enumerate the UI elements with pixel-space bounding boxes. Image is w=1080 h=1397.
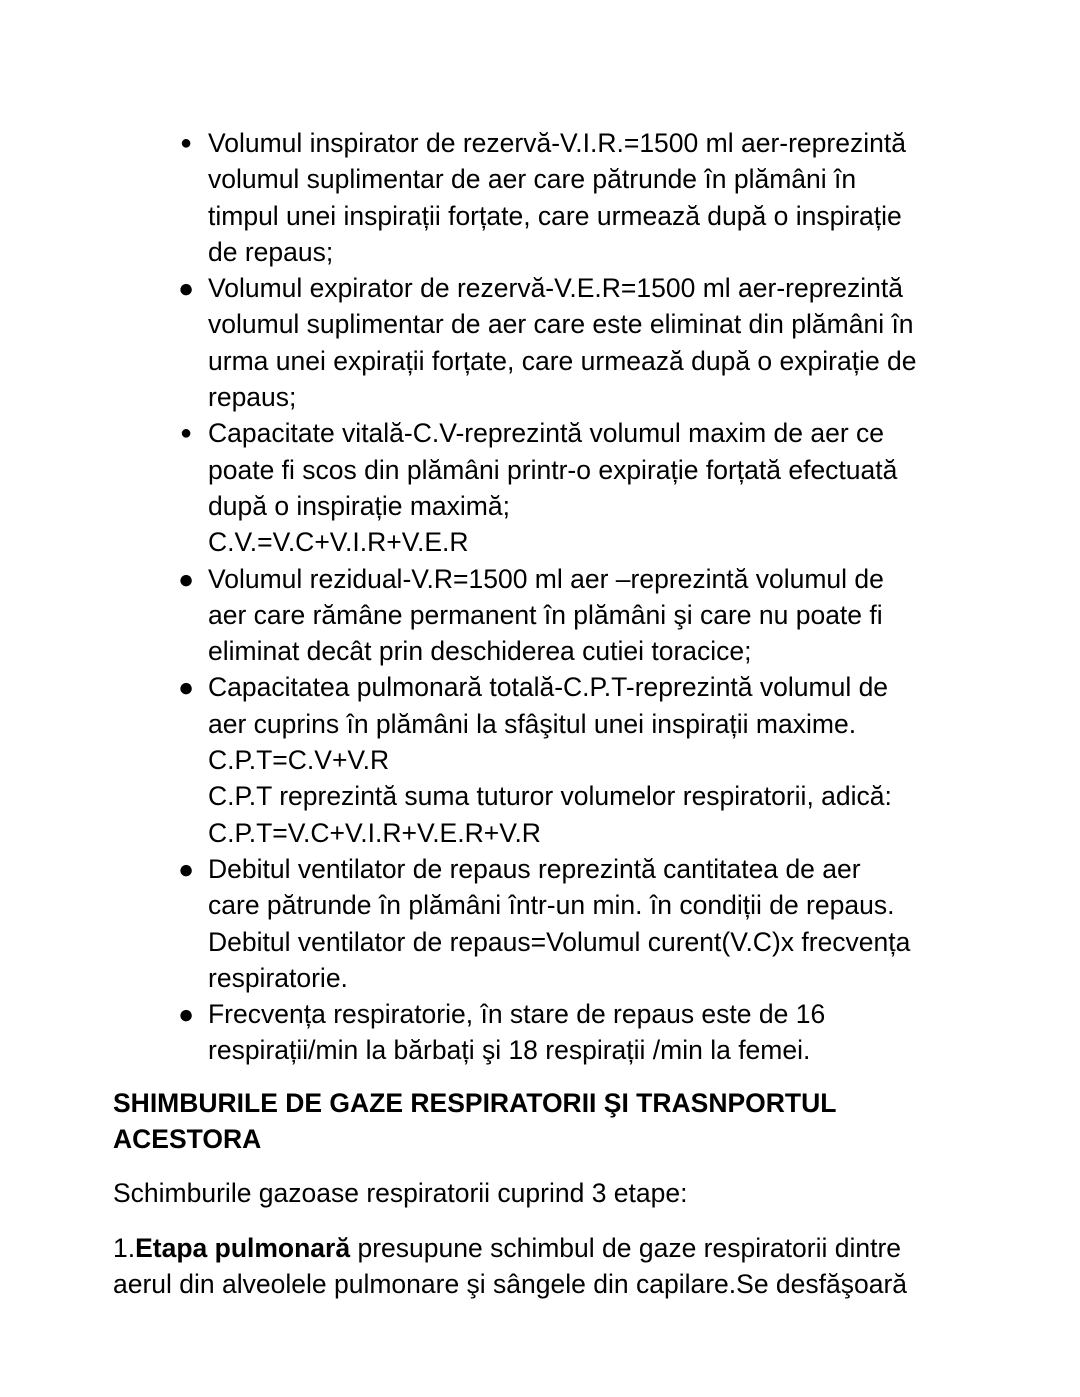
intro-paragraph: Schimburile gazoase respiratorii cuprind 3 etape: (113, 1178, 688, 1208)
list-item (0, 561, 1080, 670)
list-item (0, 125, 1080, 270)
list-item-line: timpul unei inspirații forțate, care urmează după o inspirație (208, 200, 902, 231)
stage-title: Etapa pulmonară (135, 1233, 351, 1263)
heading-line: SHIMBURILE DE GAZE RESPIRATORII ŞI TRASNPORTUL (113, 1088, 837, 1118)
list-item (0, 851, 1080, 996)
bullet-list (0, 125, 1080, 1069)
stage-text: aerul din alveolele pulmonare şi sângele din capilare.Se desfăşoară (113, 1269, 908, 1300)
stage-text: presupune schimbul de gaze respiratorii dintre (350, 1233, 902, 1263)
list-item-line: de repaus; (208, 236, 334, 267)
list-item-line: poate fi scos din plămâni printr-o expirație forțată efectuată (208, 454, 898, 485)
list-item (0, 669, 1080, 850)
bullet-icon: ● (177, 672, 194, 703)
list-item-line: C.P.T reprezintă suma tuturor volumelor respiratorii, adică: (208, 781, 892, 812)
list-item-line: volumul suplimentar de aer care pătrunde în plămâni în (208, 164, 857, 195)
list-item-line: C.V.=V.C+V.I.R+V.E.R (208, 527, 469, 558)
list-item-line: urma unei expirații forțate, care urmează după o expirație de (208, 345, 917, 376)
list-item-line: C.P.T=V.C+V.I.R+V.E.R+V.R (208, 817, 541, 848)
list-item-line: respiratorie. (208, 962, 348, 993)
heading-line: ACESTORA (113, 1124, 262, 1155)
bullet-icon: ● (177, 853, 194, 884)
list-item-line: Capacitate vitală-C.V-reprezintă volumul maxim de aer ce (208, 418, 885, 449)
bullet-icon: ● (177, 999, 194, 1030)
list-item-line: aer cuprins în plămâni la sfâşitul unei inspirații maxime. (208, 708, 857, 739)
list-item-line: Capacitatea pulmonară totală-C.P.T-reprezintă volumul de (208, 672, 889, 703)
list-item-line: volumul suplimentar de aer care este eliminat din plămâni în (208, 309, 914, 340)
list-item-line: Volumul expirator de rezervă-V.E.R=1500 ml aer-reprezintă (208, 273, 903, 304)
bullet-icon: ● (177, 563, 194, 594)
list-item-line: care pătrunde în plămâni într-un min. în condiții de repaus. (208, 890, 895, 921)
bullet-icon: ● (179, 132, 193, 154)
list-item-line: Volumul rezidual-V.R=1500 ml aer –reprezintă volumul de (208, 563, 884, 594)
list-item-line: Debitul ventilator de repaus=Volumul curent(V.C)x frecvența (208, 926, 911, 957)
list-item-line: eliminat decât prin deschiderea cutiei toracice; (208, 636, 752, 667)
list-item (0, 415, 1080, 560)
stage-number: 1. (113, 1233, 136, 1263)
bullet-icon: ● (177, 273, 194, 304)
stage-paragraph (113, 1230, 907, 1303)
bullet-icon: ● (179, 422, 193, 445)
list-item (0, 996, 1080, 1069)
list-item-line: C.P.T=C.V+V.R (208, 745, 390, 776)
list-item-line: Debitul ventilator de repaus reprezintă cantitatea de aer (208, 853, 861, 884)
list-item-line: repaus; (208, 382, 297, 413)
list-item (0, 270, 1080, 415)
list-item-line: Frecvența respiratorie, în stare de repaus este de 16 (208, 999, 826, 1030)
list-item-line: după o inspirație maximă; (208, 490, 510, 521)
list-item-line: Volumul inspirator de rezervă-V.I.R.=1500 ml aer-reprezintă (208, 128, 906, 158)
list-item-line: respirații/min la bărbați şi 18 respirații /min la femei. (208, 1035, 811, 1066)
list-item-line: aer care rămâne permanent în plămâni şi care nu poate fi (208, 599, 883, 630)
section-heading (113, 1085, 836, 1158)
